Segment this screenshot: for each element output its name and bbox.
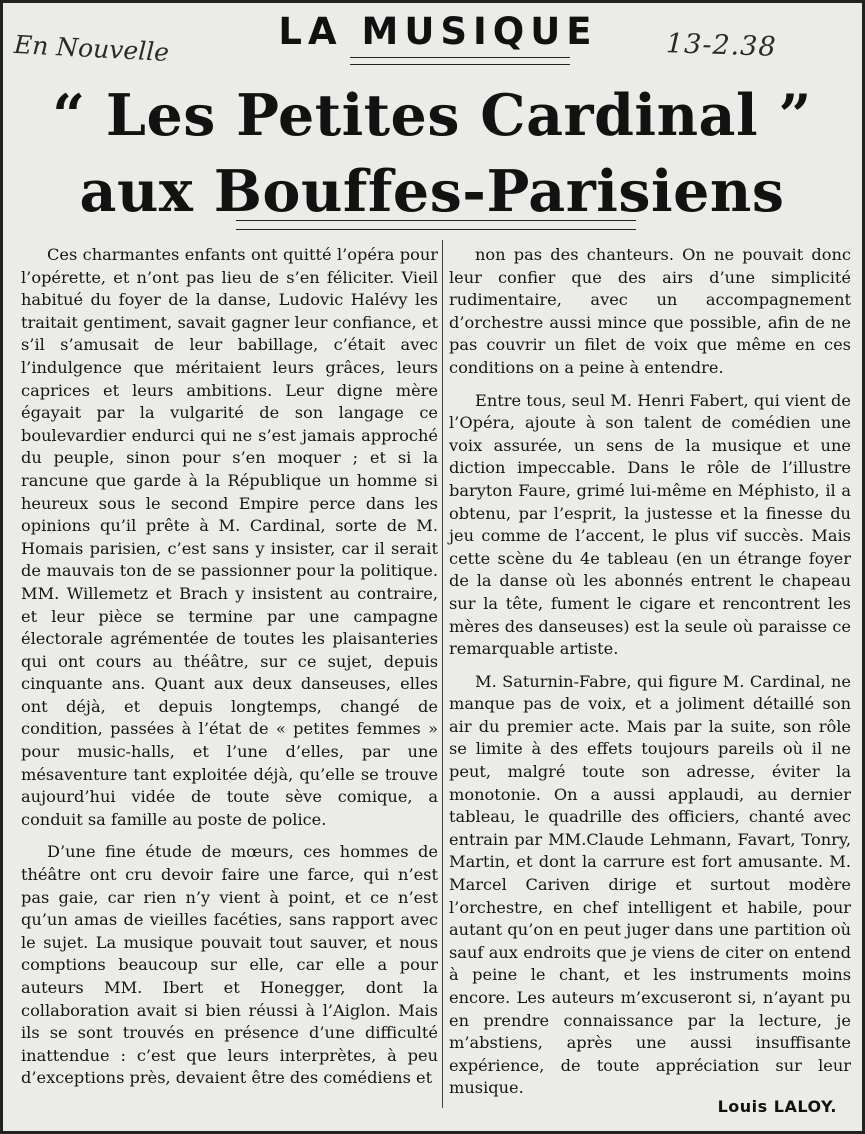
headline-rule <box>236 220 636 230</box>
paragraph: D’une fine étude de mœurs, ces hommes de théâtre ont cru devoir faire une farce, qui n’est pas gaie, car rien n’y vient à point, et ce n’est qu’un amas de vieilles facéties, sans rapport avec le sujet. La musique pouvait tout sauver, et nous comptions beaucoup sur elle, car elle a pour auteurs MM. Ibert et Honegger, dont la collaboration avait si bien réussi à l’Aiglon. Mais ils se sont trouvés en présence d’une difficulté inattendue : c’est que leurs interprètes, à peu d’exceptions près, devaient être des comédiens et <box>21 842 438 1088</box>
column-divider <box>442 240 443 1108</box>
author-signature: Louis LALOY. <box>717 1097 837 1116</box>
paragraph: M. Saturnin-Fabre, qui figure M. Cardinal, ne manque pas de voix, et a joliment détaillé son air du premier acte. Mais par la suite, son rôle se limite à des effets toujours pareils où il ne peut, malgré toute son adresse, éviter la monotonie. On a aussi applaudi, au dernier tableau, le quadrille des officiers, chanté avec entrain par MM.Claude Lehmann, Favart, Tonry, Martin, et dont la carrure est fort amusante. M. Marcel Cariven dirige et surtout modère l’orchestre, en chef intelligent et habile, pour autant qu’on en peut juger dans une partition où sauf aux endroits que je viens de citer on entend à peine le chant, et les instruments moins encore. Les auteurs m’excuseront si, n’ayant pu en prendre connaissance par la lecture, je m’abstiens, après une aussi insuffisante expérience, de toute appréciation sur leur musique. <box>449 671 851 1098</box>
section-heading: LA MUSIQUE <box>278 10 598 53</box>
article-column-right <box>449 244 851 1100</box>
paragraph: non pas des chanteurs. On ne pouvait donc leur confier que des airs d’une simplicité rudimentaire, avec un accompagnement d’orchestre aussi mince que possible, afin de ne pas couvrir un filet de voix que même en ces conditions on a peine à entendre. <box>449 245 851 377</box>
article-column-left <box>21 244 438 1090</box>
handwritten-date: 13-2.38 <box>665 28 778 63</box>
handwritten-source-note: En Nouvelle <box>13 29 170 68</box>
headline-line-2: aux Bouffes-Parisiens <box>79 158 785 225</box>
heading-rule <box>350 57 570 65</box>
headline-line-1: “ Les Petites Cardinal ” <box>52 82 812 149</box>
paragraph: Entre tous, seul M. Henri Fabert, qui vient de l’Opéra, ajoute à son talent de comédien une voix assurée, un sens de la musique et une diction impeccable. Dans le rôle de l’illustre baryton Faure, grimé lui-même en Méphisto, il a obtenu, par l’esprit, la justesse et la finesse du jeu comme de l’accent, le plus vif succès. Mais cette scène du 4e tableau (en un étrange foyer de la danse où les abonnés entrent le chapeau sur la tête, fument le cigare et rencontrent les mères des danseuses) est la seule où paraisse ce remarquable artiste. <box>449 390 851 659</box>
article-headline <box>12 78 852 230</box>
paragraph: Ces charmantes enfants ont quitté l’opéra pour l’opérette, et n’ont pas lieu de s’en féliciter. Vieil habitué du foyer de la danse, Ludovic Halévy les traitait gentiment, savait gagner leur confiance, et s’il s’amusait de leur babillage, c’était avec l’indulgence que méritaient leurs grâces, leurs caprices et leurs ambitions. Leur digne mère égayait par la vulgarité de son langage ce boulevardier endurci qui ne s’est jamais approché du peuple, sinon pour s’en moquer ; et si la rancune que garde à la République un homme si heureux sous le second Empire perce dans les opinions qu’il prête à M. Cardinal, sorte de M. Homais parisien, c’est sans y insister, car il serait de mauvais ton de se passionner pour la politique. MM. Willemetz et Brach y insistent au contraire, et leur pièce se termine par une campagne électorale agrémentée de toutes les plaisanteries qui ont cours au théâtre, sur ce sujet, depuis cinquante ans. Quant aux deux danseuses, elles ont déjà, et depuis longtemps, changé de condition, passées à l’état de « petites femmes » pour music-halls, et l’une d’elles, par une mésaventure tant exploitée déjà, qu’elle se trouve aujourd’hui vidée de toute sève comique, a conduit sa famille au poste de police. <box>21 245 438 829</box>
